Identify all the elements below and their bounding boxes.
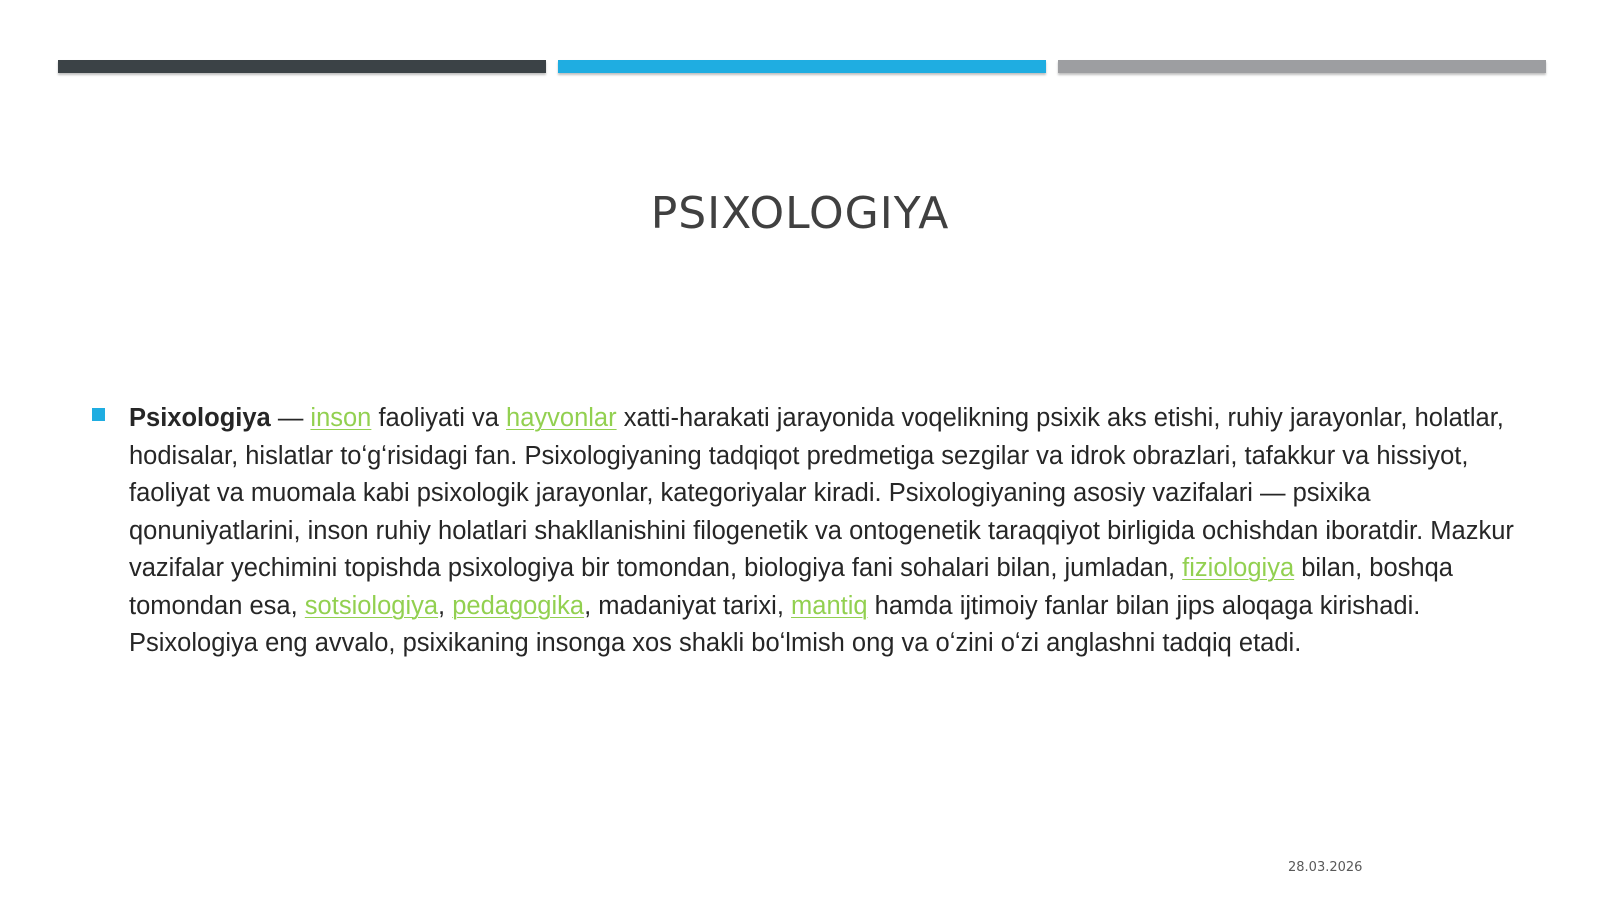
text-segment: , madaniyat tarixi,: [584, 591, 792, 620]
link-hayvonlar[interactable]: hayvonlar: [506, 404, 617, 432]
link-pedagogika[interactable]: pedagogika: [452, 591, 585, 620]
text-segment: —: [270, 404, 311, 432]
slide-title: PSIXOLOGIYA: [650, 188, 950, 239]
term-heading: Psixologiya: [129, 404, 271, 432]
link-fiziologiya[interactable]: fiziologiya: [1182, 554, 1295, 582]
text-segment: faoliyati va: [371, 404, 507, 432]
bullet-square-icon: [92, 408, 105, 421]
header-bar-dark: [58, 60, 546, 73]
text-segment: xatti-harakati jarayonida voqelikning psixik aks etishi, ruhiy jarayonlar, holatlar, hodisalar, hislatlar toʻgʻrisidagi fan. Psixologiyaning tadqiqot predmetiga sezgilar va idrok obrazlari, tafakkur va hissiyot, faoliyat va muomala kabi psixologik jarayonlar, kategoriyalar kiradi. Psixologiyaning asosiy vazifalari — psixika qonuniyatlarini, inson ruhiy holatlari shakllanishini filogenetik va ontogenetik taraqqiyot birligida ochishdan iboratdir. Mazkur vazifalar yechimini topishda psixologiya bir tomondan, biologiya fani sohalari bilan, jumladan,: [129, 404, 1514, 582]
header-bar-blue: [558, 60, 1046, 73]
text-segment: hamda ijtimoiy fanlar bilan jips aloqaga kirishadi. Psixologiya eng avvalo, psixikaning insonga xos shakli boʻlmish ong va oʻzini oʻzi anglashni tadqiq etadi.: [129, 591, 1421, 657]
text-segment: ,: [438, 591, 453, 620]
slide-date: 28.03.2026: [1288, 860, 1363, 875]
body-paragraph: [129, 400, 1514, 663]
link-sotsiologiya[interactable]: sotsiologiya: [304, 591, 439, 620]
text-segment: bilan, boshqa tomondan esa,: [129, 554, 1453, 620]
link-inson[interactable]: inson: [310, 404, 372, 432]
link-mantiq[interactable]: mantiq: [791, 591, 868, 620]
header-bar-gray: [1058, 60, 1546, 73]
